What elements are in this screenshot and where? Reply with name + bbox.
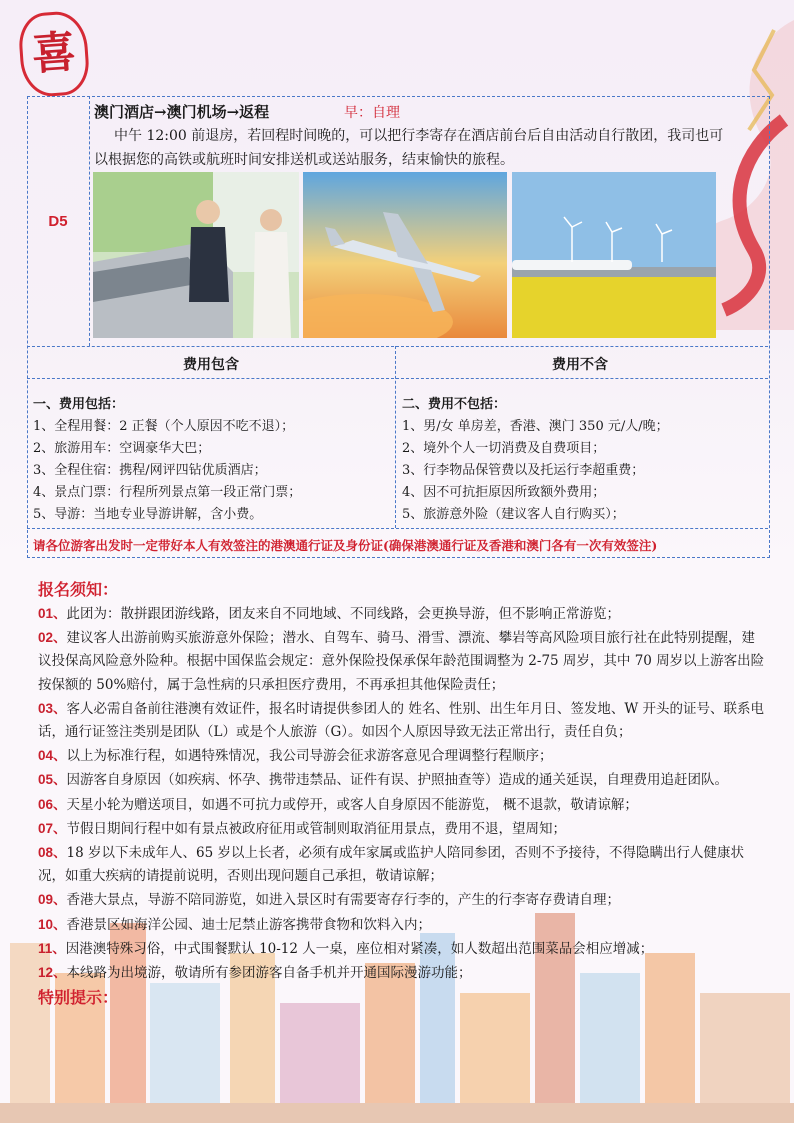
list-item: 2、境外个人一切消费及自费项目；	[402, 441, 606, 456]
list-item: 11、因港澳特殊习俗，中式围餐默认 10-12 人一桌，座位相对紧凑，如人数超出范围菜品会相应增减；	[38, 940, 654, 957]
day-meal: 早：自理	[344, 105, 400, 121]
list-item: 3、全程住宿：携程/网评四钻优质酒店；	[33, 463, 267, 478]
fees-included-list	[33, 394, 301, 526]
list-item: 4、因不可抗拒原因所致额外费用；	[402, 485, 606, 500]
table-divider	[27, 346, 768, 347]
day-route: 澳门酒店→澳门机场→返程	[94, 103, 270, 121]
xi-stamp-logo: 喜	[17, 10, 91, 99]
list-item: 02、建议客人出游前购买旅游意外保险；潜水、自驾车、骑马、滑雪、漂流、攀岩等高风险项目旅行社在此特别提醒，建议投保高风险意外险种。根据中国保监会规定：意外保险投保承保年龄范围调整为 2-75 周岁，其中 70 周岁以上游客出险按保额的 50%赔付，属于急性病的只承担医疗费用，不再承担其他保险责任；	[38, 630, 765, 693]
list-item: 5、旅游意外险（建议客人自行购买）；	[402, 507, 625, 522]
list-item: 08、18 岁以下未成年人、65 岁以上长者，必须有成年家属或监护人陪同参团，否则不予接待，不得隐瞒出行人健康状况，如重大疾病的请提前说明，否则出现问题自己承担，敬请谅解；	[38, 845, 744, 885]
list-item: 04、以上为标准行程，如遇特殊情况，我公司导游会征求游客意见合理调整行程顺序；	[38, 748, 553, 765]
fees-included-header: 费用包含	[183, 357, 239, 373]
list-item: 2、旅游用车：空调豪华大巴；	[33, 441, 211, 456]
list-item: 06、天星小轮为赠送项目，如遇不可抗力或停开，或客人自身原因不能游览， 概不退款，敬请谅解；	[38, 796, 638, 813]
special-title: 特别提示：	[38, 988, 119, 1008]
fees-included-title: 一、费用包括：	[33, 397, 125, 412]
airplane-sunset-photo	[303, 172, 507, 338]
table-divider	[27, 528, 768, 529]
list-item: 12、本线路为出境游，敬请所有参团游客自备手机并开通国际漫游功能；	[38, 965, 472, 982]
list-item: 03、客人必需自备前往港澳有效证件，报名时请提供参团人的 姓名、性别、出生年月日、签发地、W 开头的证号、联系电话，通行证签注类别是团队（L）或是个人旅游（G）。如因个人原因导致无法正常出行，责任自负；	[38, 700, 764, 741]
day-label: D5	[48, 213, 68, 230]
fees-excluded-list	[402, 394, 669, 526]
notice-list	[38, 602, 768, 1009]
list-item: 07、节假日期间行程中如有景点被政府征用或管制则取消征用景点，费用不退，望周知；	[38, 820, 567, 837]
list-item: 3、行李物品保管费以及托运行李超重费；	[402, 463, 645, 478]
list-item: 05、因游客自身原因（如疾病、怀孕、携带违禁品、证件有误、护照抽查等）造成的通关延误，自理费用追赶团队。	[38, 772, 729, 789]
list-item: 4、景点门票：行程所列景点第一段正常门票；	[33, 485, 302, 500]
list-item: 1、全程用餐：2 正餐（个人原因不吃不退）；	[33, 419, 295, 434]
fees-excluded-header: 费用不含	[552, 357, 608, 373]
document-warning: 请各位游客出发时一定带好本人有效签注的港澳通行证及身份证(确保港澳通行证及香港和澳门各有一次有效签注)	[33, 538, 658, 553]
list-item: 5、导游：当地专业导游讲解，含小费。	[33, 507, 263, 522]
list-item: 1、男/女 单房差，香港、澳门 350 元/人/晚；	[402, 419, 669, 434]
table-divider	[27, 378, 768, 379]
train-windmill-photo	[512, 172, 716, 338]
list-item: 10、香港景区如海洋公园、迪士尼禁止游客携带食物和饮料入内；	[38, 916, 432, 933]
notice-title: 报名须知：	[38, 580, 119, 599]
list-item: 01、此团为：散拼跟团游线路，团友来自不同地域、不同线路，会更换导游，但不影响正常游览；	[38, 606, 621, 622]
car-greeting-photo	[93, 172, 299, 338]
day-description: 中午 12:00 前退房，若回程时间晚的，可以把行李寄存在酒店前台后自由活动自行散团，我司也可以根据您的高铁或航班时间安排送机或送站服务，结束愉快的旅程。	[94, 128, 724, 168]
list-item: 09、香港大景点，导游不陪同游览，如进入景区时有需要寄存行李的，产生的行李寄存费请自理；	[38, 892, 621, 909]
fees-excluded-title: 二、费用不包括：	[402, 397, 507, 412]
